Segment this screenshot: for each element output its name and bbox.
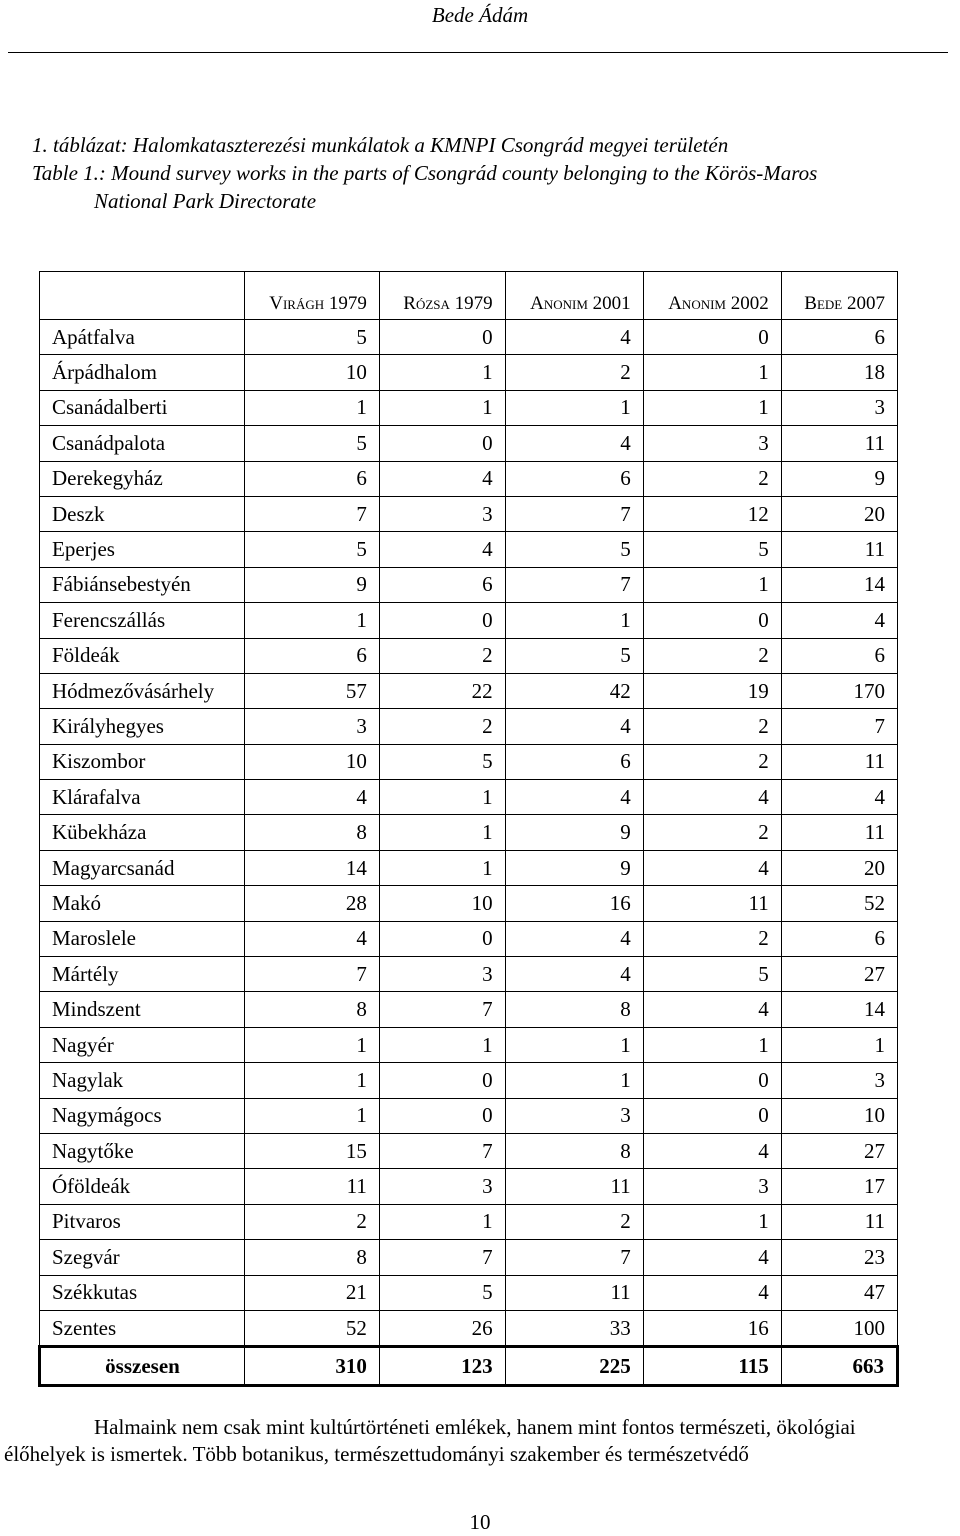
mound-count-cell: 57 [245, 673, 380, 708]
mound-count-cell: 8 [245, 992, 380, 1027]
mound-count-cell: 11 [245, 1169, 380, 1204]
settlement-name: Óföldeák [40, 1169, 245, 1204]
table-header-row [40, 272, 898, 320]
settlement-name: Klárafalva [40, 780, 245, 815]
table-row [40, 1275, 898, 1310]
table-row [40, 390, 898, 425]
table-row [40, 532, 898, 567]
mound-count-cell: 7 [505, 496, 643, 531]
mound-count-cell: 0 [379, 320, 505, 355]
table-row [40, 320, 898, 355]
mound-count-cell: 4 [505, 426, 643, 461]
mound-count-cell: 4 [245, 921, 380, 956]
settlement-name: Deszk [40, 496, 245, 531]
column-header: Anonim 2001 [505, 272, 643, 320]
mound-count-cell: 8 [505, 1133, 643, 1168]
mound-count-cell: 9 [781, 461, 897, 496]
mound-count-cell: 0 [379, 603, 505, 638]
table-row [40, 1204, 898, 1239]
total-row [40, 1347, 898, 1386]
caption-hungarian: 1. táblázat: Halomkataszterezési munkálatok a KMNPI Csongrád megyei területén [32, 133, 729, 157]
mound-count-cell: 0 [379, 1098, 505, 1133]
mound-count-cell: 2 [245, 1204, 380, 1239]
mound-count-cell: 4 [643, 850, 781, 885]
settlement-name: Királyhegyes [40, 709, 245, 744]
mound-count-cell: 10 [781, 1098, 897, 1133]
mound-count-cell: 0 [379, 1063, 505, 1098]
mound-count-cell: 16 [643, 1310, 781, 1346]
total-cell: 663 [781, 1347, 897, 1386]
mound-count-cell: 5 [245, 532, 380, 567]
mound-count-cell: 4 [643, 992, 781, 1027]
mound-count-cell: 2 [643, 921, 781, 956]
mound-count-cell: 11 [643, 886, 781, 921]
mound-count-cell: 5 [505, 638, 643, 673]
table-row [40, 1098, 898, 1133]
table-row [40, 496, 898, 531]
mound-count-cell: 4 [643, 1240, 781, 1275]
mound-count-cell: 1 [245, 1027, 380, 1062]
settlement-name: Pitvaros [40, 1204, 245, 1239]
mound-count-cell: 7 [379, 992, 505, 1027]
mound-count-cell: 17 [781, 1169, 897, 1204]
mound-count-cell: 5 [505, 532, 643, 567]
mound-count-cell: 5 [245, 320, 380, 355]
body-paragraph [4, 1414, 954, 1468]
mound-count-cell: 4 [505, 780, 643, 815]
table-row [40, 957, 898, 992]
mound-count-cell: 2 [643, 815, 781, 850]
mound-count-cell: 14 [245, 850, 380, 885]
settlement-name: Árpádhalom [40, 355, 245, 390]
settlement-name: Maroslele [40, 921, 245, 956]
mound-count-cell: 6 [505, 744, 643, 779]
mound-count-cell: 1 [379, 1204, 505, 1239]
paragraph-line: Halmaink nem csak mint kultúrtörténeti emlékek, hanem mint fontos természeti, ökológiai [94, 1415, 856, 1439]
mound-count-cell: 6 [379, 567, 505, 602]
mound-count-cell: 11 [781, 532, 897, 567]
column-header: Rózsa 1979 [379, 272, 505, 320]
table-body [40, 320, 898, 1347]
mound-count-cell: 4 [643, 1275, 781, 1310]
mound-count-cell: 11 [781, 426, 897, 461]
settlement-name: Szegvár [40, 1240, 245, 1275]
mound-count-cell: 1 [379, 1027, 505, 1062]
mound-count-cell: 4 [505, 709, 643, 744]
mound-count-cell: 1 [379, 355, 505, 390]
mound-count-cell: 3 [379, 1169, 505, 1204]
mound-count-cell: 9 [245, 567, 380, 602]
mound-count-cell: 0 [643, 603, 781, 638]
table-row [40, 673, 898, 708]
mound-count-cell: 1 [643, 1027, 781, 1062]
settlement-name: Makó [40, 886, 245, 921]
mound-count-cell: 7 [505, 567, 643, 602]
mound-count-cell: 3 [643, 1169, 781, 1204]
mound-count-cell: 2 [505, 355, 643, 390]
settlement-name: Nagytőke [40, 1133, 245, 1168]
table-row [40, 1027, 898, 1062]
column-header: Anonim 2002 [643, 272, 781, 320]
settlement-name: Nagymágocs [40, 1098, 245, 1133]
table-row [40, 1240, 898, 1275]
mound-count-cell: 16 [505, 886, 643, 921]
table-row [40, 355, 898, 390]
page-number: 10 [469, 1510, 491, 1534]
mound-count-cell: 1 [643, 567, 781, 602]
table-caption [32, 131, 932, 215]
table-row [40, 426, 898, 461]
mound-count-cell: 22 [379, 673, 505, 708]
mound-count-cell: 18 [781, 355, 897, 390]
mound-count-cell: 6 [781, 638, 897, 673]
mound-count-cell: 33 [505, 1310, 643, 1346]
mound-count-cell: 7 [245, 496, 380, 531]
mound-count-cell: 10 [245, 744, 380, 779]
table-row [40, 780, 898, 815]
mound-count-cell: 0 [379, 426, 505, 461]
mound-count-cell: 20 [781, 850, 897, 885]
mound-count-cell: 52 [781, 886, 897, 921]
mound-count-cell: 8 [245, 1240, 380, 1275]
mound-count-cell: 4 [245, 780, 380, 815]
settlement-name: Ferencszállás [40, 603, 245, 638]
mound-count-cell: 5 [245, 426, 380, 461]
table-row [40, 815, 898, 850]
mound-count-cell: 11 [781, 744, 897, 779]
table-row [40, 886, 898, 921]
mound-count-cell: 11 [781, 815, 897, 850]
mound-count-cell: 11 [781, 1204, 897, 1239]
mound-count-cell: 0 [643, 1098, 781, 1133]
mound-count-cell: 8 [245, 815, 380, 850]
total-label: összesen [40, 1347, 245, 1386]
settlement-name: Kübekháza [40, 815, 245, 850]
mound-count-cell: 1 [245, 390, 380, 425]
mound-count-cell: 2 [379, 638, 505, 673]
table-row [40, 461, 898, 496]
mound-count-cell: 10 [379, 886, 505, 921]
table-row [40, 709, 898, 744]
table-row [40, 744, 898, 779]
mound-count-cell: 1 [379, 390, 505, 425]
table-row [40, 567, 898, 602]
table-row [40, 603, 898, 638]
mound-count-cell: 9 [505, 850, 643, 885]
mound-count-cell: 1 [245, 603, 380, 638]
mound-count-cell: 26 [379, 1310, 505, 1346]
mound-count-cell: 0 [643, 1063, 781, 1098]
table-row [40, 1169, 898, 1204]
mound-count-cell: 4 [505, 957, 643, 992]
mound-count-cell: 5 [643, 957, 781, 992]
settlement-name: Nagylak [40, 1063, 245, 1098]
mound-count-cell: 2 [505, 1204, 643, 1239]
mound-count-cell: 8 [505, 992, 643, 1027]
mound-count-cell: 1 [505, 603, 643, 638]
settlement-name: Mindszent [40, 992, 245, 1027]
table-row [40, 638, 898, 673]
mound-count-cell: 3 [505, 1098, 643, 1133]
mound-count-cell: 7 [781, 709, 897, 744]
caption-english-line2: National Park Directorate [94, 189, 317, 213]
total-cell: 225 [505, 1347, 643, 1386]
mound-count-cell: 28 [245, 886, 380, 921]
mound-count-cell: 1 [245, 1098, 380, 1133]
mound-count-cell: 6 [505, 461, 643, 496]
mound-count-cell: 47 [781, 1275, 897, 1310]
settlement-name: Mártély [40, 957, 245, 992]
table-row [40, 1310, 898, 1346]
mound-count-cell: 1 [379, 815, 505, 850]
paragraph-line: élőhelyek is ismertek. Több botanikus, természettudományi szakember és természetvédő [4, 1442, 749, 1466]
mound-count-cell: 170 [781, 673, 897, 708]
mound-count-cell: 52 [245, 1310, 380, 1346]
mound-count-cell: 14 [781, 992, 897, 1027]
table-row [40, 1133, 898, 1168]
mound-count-cell: 1 [379, 850, 505, 885]
column-header: Virágh 1979 [245, 272, 380, 320]
mound-count-cell: 11 [505, 1275, 643, 1310]
settlement-name: Nagyér [40, 1027, 245, 1062]
table-row [40, 1063, 898, 1098]
settlement-name: Csanádpalota [40, 426, 245, 461]
mound-count-cell: 2 [643, 638, 781, 673]
mound-count-cell: 4 [505, 921, 643, 956]
total-cell: 123 [379, 1347, 505, 1386]
total-cell: 115 [643, 1347, 781, 1386]
mound-count-cell: 27 [781, 1133, 897, 1168]
settlement-name: Kiszombor [40, 744, 245, 779]
mound-count-cell: 23 [781, 1240, 897, 1275]
settlement-name: Földeák [40, 638, 245, 673]
mound-count-cell: 4 [379, 461, 505, 496]
mound-count-cell: 11 [505, 1169, 643, 1204]
mound-count-cell: 10 [245, 355, 380, 390]
mound-count-cell: 0 [379, 921, 505, 956]
mound-count-cell: 5 [643, 532, 781, 567]
header-corner-cell [40, 272, 245, 320]
mound-count-cell: 20 [781, 496, 897, 531]
mound-count-cell: 1 [505, 390, 643, 425]
table-row [40, 921, 898, 956]
mound-count-cell: 2 [379, 709, 505, 744]
mound-count-cell: 3 [245, 709, 380, 744]
settlement-name: Fábiánsebestyén [40, 567, 245, 602]
mound-count-cell: 19 [643, 673, 781, 708]
mound-count-cell: 3 [781, 1063, 897, 1098]
column-header: Bede 2007 [781, 272, 897, 320]
table-row [40, 850, 898, 885]
header-divider [8, 52, 948, 53]
mound-count-cell: 27 [781, 957, 897, 992]
mound-count-cell: 9 [505, 815, 643, 850]
mound-count-cell: 3 [781, 390, 897, 425]
mound-count-cell: 2 [643, 709, 781, 744]
settlement-name: Magyarcsanád [40, 850, 245, 885]
mound-count-cell: 1 [643, 1204, 781, 1239]
mound-count-cell: 1 [505, 1027, 643, 1062]
mound-count-cell: 1 [379, 780, 505, 815]
settlement-name: Apátfalva [40, 320, 245, 355]
settlement-name: Csanádalberti [40, 390, 245, 425]
mound-count-cell: 42 [505, 673, 643, 708]
mound-count-cell: 100 [781, 1310, 897, 1346]
mound-count-cell: 4 [781, 603, 897, 638]
mound-count-cell: 21 [245, 1275, 380, 1310]
mound-count-cell: 5 [379, 744, 505, 779]
caption-english-line1: Table 1.: Mound survey works in the parts of Csongrád county belonging to the Körös-Maros [32, 161, 818, 185]
mound-count-cell: 6 [245, 638, 380, 673]
table-row [40, 992, 898, 1027]
mound-count-cell: 6 [245, 461, 380, 496]
mound-count-cell: 1 [505, 1063, 643, 1098]
mound-count-cell: 4 [505, 320, 643, 355]
mound-count-cell: 0 [643, 320, 781, 355]
mound-count-cell: 14 [781, 567, 897, 602]
mound-count-cell: 6 [781, 921, 897, 956]
mound-count-cell: 5 [379, 1275, 505, 1310]
mound-count-cell: 1 [643, 390, 781, 425]
settlement-name: Derekegyház [40, 461, 245, 496]
mound-count-cell: 6 [781, 320, 897, 355]
mound-count-cell: 7 [379, 1133, 505, 1168]
settlement-name: Székkutas [40, 1275, 245, 1310]
mound-count-cell: 3 [379, 957, 505, 992]
mound-count-cell: 4 [643, 1133, 781, 1168]
mound-count-cell: 12 [643, 496, 781, 531]
mound-count-cell: 7 [379, 1240, 505, 1275]
total-cell: 310 [245, 1347, 380, 1386]
mound-count-cell: 2 [643, 461, 781, 496]
mound-count-cell: 1 [781, 1027, 897, 1062]
mound-count-cell: 7 [505, 1240, 643, 1275]
mound-count-cell: 1 [643, 355, 781, 390]
mound-count-cell: 1 [245, 1063, 380, 1098]
mound-count-cell: 4 [781, 780, 897, 815]
running-header: Bede Ádám [431, 3, 529, 27]
settlement-name: Hódmezővásárhely [40, 673, 245, 708]
mound-count-cell: 4 [379, 532, 505, 567]
mound-count-cell: 15 [245, 1133, 380, 1168]
mound-count-cell: 4 [643, 780, 781, 815]
mound-count-cell: 3 [643, 426, 781, 461]
mound-count-cell: 7 [245, 957, 380, 992]
mound-count-cell: 3 [379, 496, 505, 531]
settlement-name: Szentes [40, 1310, 245, 1346]
mound-count-cell: 2 [643, 744, 781, 779]
mound-survey-table [38, 271, 899, 1387]
settlement-name: Eperjes [40, 532, 245, 567]
